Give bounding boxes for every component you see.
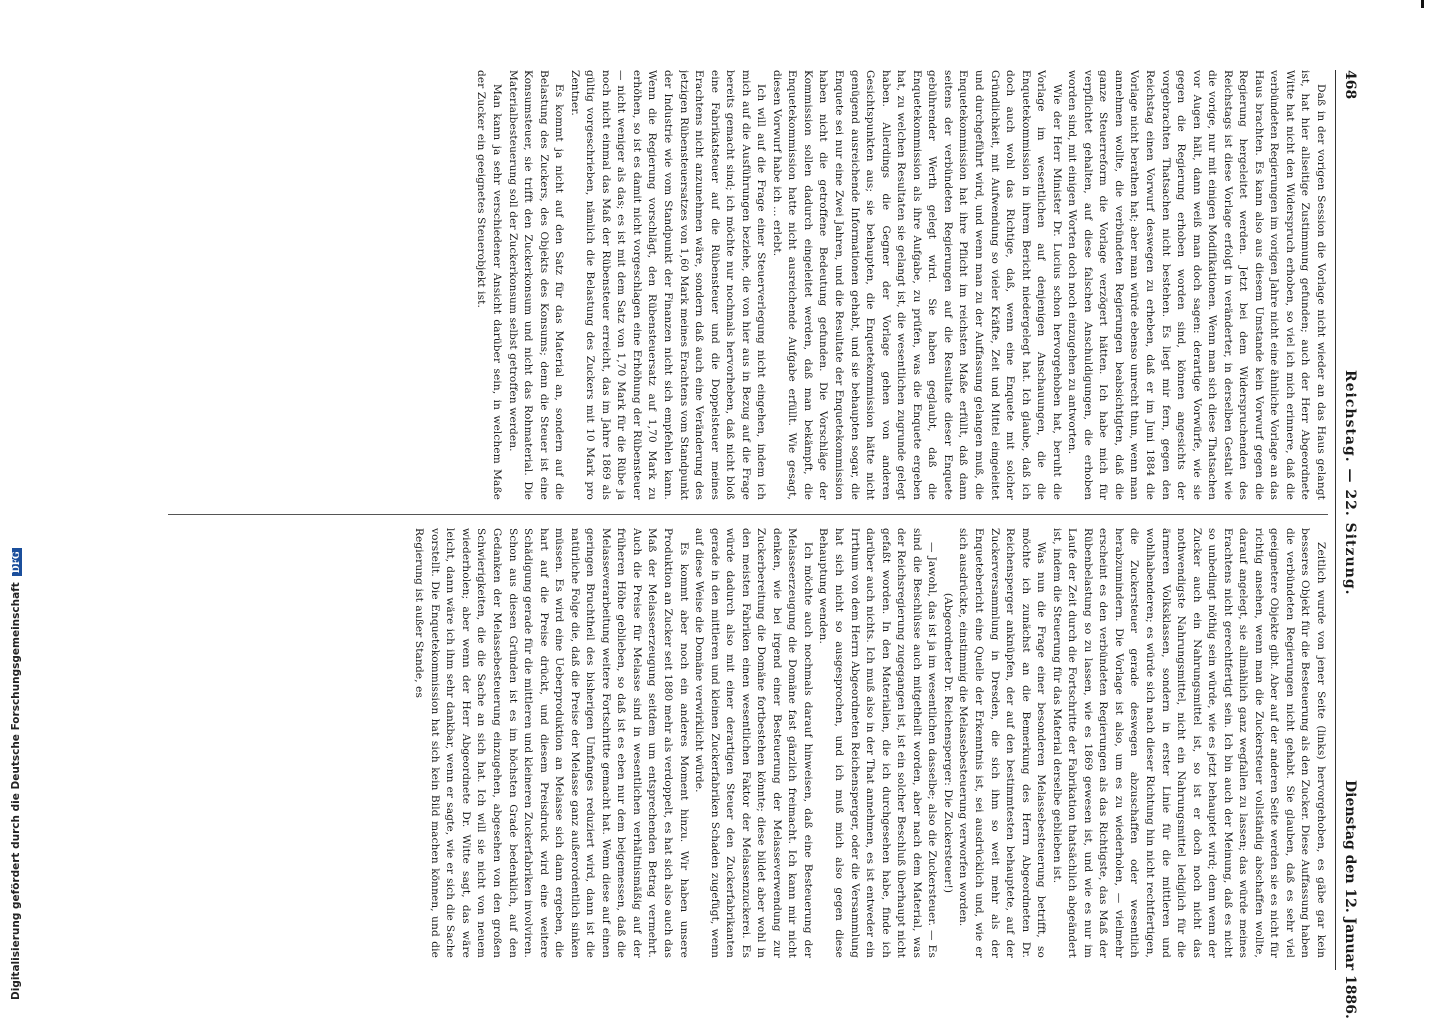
header-rule [1335, 70, 1336, 970]
interjection: (Abgeordneter Dr. Reichensperger: Die Zuckersteuer!) [941, 592, 954, 894]
paragraph: Was nun die Frage einer besonderen Melassebesteuerung betrifft, so möchte ich zunächst an die Bemerkung des Herrn Abgeordneten Dr. Reichensperger anknüpfen, der auf den bestimmtesten behauptete, auf der Zuckerversammlung in Dresden, die sich ihm so weit mehr als der Enquetebericht eine Quelle der Erkenntnis ist, sei ausdrücklich und, wie er sich ausdrückte, einstimmig die Melassebesteuerung verworfen worden. [957, 528, 1048, 958]
left-column [128, 70, 1328, 500]
scan-edge-mark [1421, 0, 1424, 8]
page-date: Dienstag den 12. Januar 1886. [1342, 780, 1358, 1019]
page-title: Reichstag. — 22. Sitzung. [1342, 370, 1358, 596]
paragraph: Es kommt ja nicht auf den Satz für das Material an, sondern auf die Belastung des Zuckers, des Objekts des Konsums; denn die Steuer ist eine Konsumsteuer, sie trifft den Zuckerkonsum und nicht das Rohmaterial. Die Materialbesteuerung soll der Zuckerkonsum selbst getroffen werden. [506, 70, 566, 500]
paragraph: Ich möchte auch nochmals darauf hinweisen, daß eine Besteuerung der Melasseerzeugung die Domäne fast gänzlich freimacht. Ich kann mir nicht denken, wie bei irgend einer Besteuerung der Melasseverwendung zur Zuckerbereitung die Domäne fortbestehen könnte; diese bildet aber wohl in den meisten Fabriken einen wesentlichen Faktor der Melassenzuckerei. Es würde dadurch also mit einer derartigen Steuer den Zuckerfabrikanten gerade in den mittleren und kleinen Zuckerfabriken Schaden zugefügt, wenn auf diese Weise die Domäne verwirklicht würde. [693, 528, 814, 958]
paragraph: Man kann ja sehr verschiedener Ansicht darüber sein, in welchem Maße der Zucker ein geeignetes Steuerobjekt ist. [475, 70, 504, 500]
paragraph: Daß in der vorigen Session die Vorlage nicht wieder an das Haus gelangt ist, hat hier allseitige Zustimmung gefunden; auch der Herr Abgeordnete Witte hat nicht den Widerspruch erhoben, so viel ich mich erinnere, daß die verbündeten Regierungen im vorigen Jahre nicht eine ähnliche Vorlage an das Haus brachten. Es kann also aus diesem Umstande kein Vorwurf gegen die Regierung hergeleitet werden. Jetzt bei dem Widerspruchenden des Reichstags ist diese Vorlage erfolgt in veränderter, in derselben Gestalt wie die vorige, nur mit einigen Modifikationen. Wenn man sich diese Thatsachen vor Augen hält, dann weiß man doch sagen: derartige Vorwürfe, wie sie gegen die Regierung erhoben worden sind, können angesichts der vorgebrachten Thatsachen nicht bestehen. Es liegt mir fern, gegen den Reichstag einen Vorwurf deswegen zu erheben, daß er im Juni 1884 die Vorlage nicht berathen hat; aber man würde ebenso unrecht thun, wenn man annehmen wollte, die verbündeten Regierungen beabsichtigten, daß die ganze Steuerreform die Vorlage verzögert hätten. Ich habe mich für verpflichtet gehalten, auf diese falschen Anschuldigungen, die erhoben worden sind, mit einigen Worten doch noch einzugehen zu antworten. [1066, 70, 1327, 500]
page-header [1336, 70, 1358, 1019]
page-number: 468 [1342, 70, 1358, 100]
paragraph: Ich will auf die Frage einer Steuerverlegung nicht eingehen, indem ich mich auf die Ausführungen beziehe, die von hier aus in Bezug auf die Frage bereits gemacht sind; ich möchte nur nochmals hervorheben, daß nicht bloß eine Fabrikatsteuer auf die Rübensteuer und die Doppelsteuer meines Erachtens nicht anzunehmen wäre, sondern daß auch eine Veränderung des jetzigen Rübensteuersatzes von 1,60 Mark meines Erachtens vom Standpunkt der Industrie wie vom Standpunkt der Finanzen nicht sich empfehlen kann. Wenn die Regierung vorschlägt, den Rübensteuersatz auf 1,70 Mark zu erhöhen, so ist es damit nicht vorgeschlagen eine Erhöhung der Rübensteuer — nicht weniger als das; es ist mit dem Satz von 1,70 Mark für die Rübe ja noch nicht einmal das Maß der Rübensteuer erreicht, das im Jahre 1869 als gültig vorgeschrieben, nämlich die Belastung des Zuckers mit 10 Mark pro Zentner. [568, 70, 768, 500]
paragraph: Es kommt aber noch ein anderes Moment hinzu. Wir haben unsere Produktion an Zucker seit 1880 mehr als verdoppelt, es hat sich also auch das Maß der Melasseerzeugung seitdem um entsprechenden Betrag vermehrt. Auch die Preise für Melasse sind in wesentlichen verhältnismäßig auf der früheren Höhe geblieben, so daß ist es eben nur dem beigemessen, daß die Melasseverarbeitung weitere Fortschritte gemacht hat. Wenn diese auf einen geringen Bruchtheil des bisherigen Umfanges reduziert wird, dann ist die natürliche Folge die, daß die Preise der Melasse ganz außerordentlich sinken müssen. Es wird eine Ueberproduktion an Melasse sich dann ergeben, die hart auf die Preise drückt, und diesem Preisdruck wird eine weitere Schädigung gerade für die mittleren und kleineren Zuckerfabriken involviren. Schon aus diesen Gründen ist es im höchsten Grade bedenklich, auf den Gedanken der Melassebesteuerung einzugehen, abgesehen von den großen Schwierigkeiten, die die Sache an sich hat. Ich will sie nicht von neuem wiederholen; aber wenn der Herr Abgeordnete Dr. Witte sagt, das wäre leicht, dann wäre ich ihm sehr dankbar, wenn er sagte, wie er sich die Sache vorstellt. Die Enquetekommission hat sich kein Bild machen können, und die Regierung ist außer Stande, es [413, 528, 690, 958]
column-divider [168, 514, 1328, 515]
right-column [128, 528, 1328, 958]
rotated-page-content [88, 70, 1358, 1019]
paragraph: — Jawohl, das ist ja im wesentlichen dasselbe; also die Zuckersteuer. — Es sind die Beschlüsse auch mitgetheilt worden, aber nach dem Material, was der Reichsregierung zugegangen ist, ist ein solcher Beschluß überhaupt nicht gefaßt worden. In den Materialien, die ich durchgesehen habe, finde ich darüber auch nichts. Ich muß also in der That annehmen, es ist entweder ein Irrthum von dem Herrn Abgeordneten Reichensperger, oder die Versammlung hat sich nicht so ausgesprochen, und ich muß mich also gegen diese Behauptung wenden. [817, 528, 939, 958]
dfg-logo: DFG [12, 548, 22, 576]
paragraph: Zeitlich wurde von jener Seite (links) hervorgehoben, es gäbe gar kein besseres Objekt für die Besteuerung als den Zucker. Diese Auffassung haben die verbündeten Regierungen nicht gehabt. Sie glauben, daß es sehr viel geeignetere Objekte gibt. Aber auf der anderen Seite werden sie es nicht für richtig ansehen, wenn man die Zuckersteuer vollständig abschaffen wollte, darauf angelegt, sie allmählich ganz wegfallen zu lassen; das würde meines Erachtens nicht gerechtfertigt sein. Ich bin auch der Meinung, daß es nicht so unbedingt nöthig sein würde, wie es jetzt behauptet wird; denn wenn der Zucker auch ein Nahrungsmittel ist, so ist er doch noch nicht das nothwendigste Nahrungsmittel, nicht ein Nahrungsmittel lediglich für die ärmeren Volksklassen, sondern in erster Linie für die mittleren und wohlhabenderen; es würde sich nach dieser Richtung hin nicht rechtfertigen, die Zuckersteuer gerade deswegen abzuschaffen oder wesentlich herabzumindern. Die Vorlage ist also, um es zu wiederholen, — vielmehr erscheint es den verbündeten Regierungen als das Richtigste, das Maß der Rübenbelastung so zu lassen, wie es 1869 gewesen ist, und wie es nur im Laufe der Zeit durch die Fortschritte der Fabrikation thatsächlich abgeändert ist, indem die Steuerung für das Material derselbe geblieben ist. [1050, 528, 1327, 958]
digitization-credit [4, 551, 22, 1000]
digitization-credit-text: Digitalisierung gefördert durch die Deutsche Forschungsgemeinschaft [10, 582, 22, 1000]
paragraph: Wie der Herr Minister Dr. Lucius schon hervorgehoben hat, beruht die Vorlage im wesentlichen auf denjenigen Anschauungen, die die Enquetekommission in ihrem Bericht niedergelegt hat. Ich glaube, daß ich doch auch wohl das Richtige, daß, wenn eine Enquete mit solcher Gründlichkeit, mit Aufwendung so vieler Kräfte, Zeit und Mittel eingeleitet und durchgeführt wird, und wenn man zu der Auffassung gelangen muß, die Enquetekommission hat ihre Pflicht im reichsten Maße erfüllt, daß dann seitens der verbündeten Regierungen auf die Resultate dieser Enquete gebührender Werth gelegt wird. Sie haben geglaubt, daß die Enquetekommission als ihre Aufgabe, zu prüfen, was die Enquete ergeben hat, zu welchen Resultaten sie gelangt ist, die wesentlichen zugrunde gelegt haben. Allerdings die Gegner der Vorlage gehen von anderen Gesichtspunkten aus; sie behaupten, die Enquetekommission hätte nicht genügend ausreichende Informationen gehabt, und sie behaupten sogar, die Enquete sei nur eine Zwei Jahren, und die Resultate der Enquetekommission haben nicht die getroffene Bedeutung gefunden. Die Vorschläge der Kommission sollen dadurch eingeleitet werden, daß man bekämpft, die Enquetekommission hatte nicht ausreichende Aufgabe erfüllt. Wie gesagt, diesen Vorwurf habe ich ... erlebt. [770, 70, 1063, 500]
